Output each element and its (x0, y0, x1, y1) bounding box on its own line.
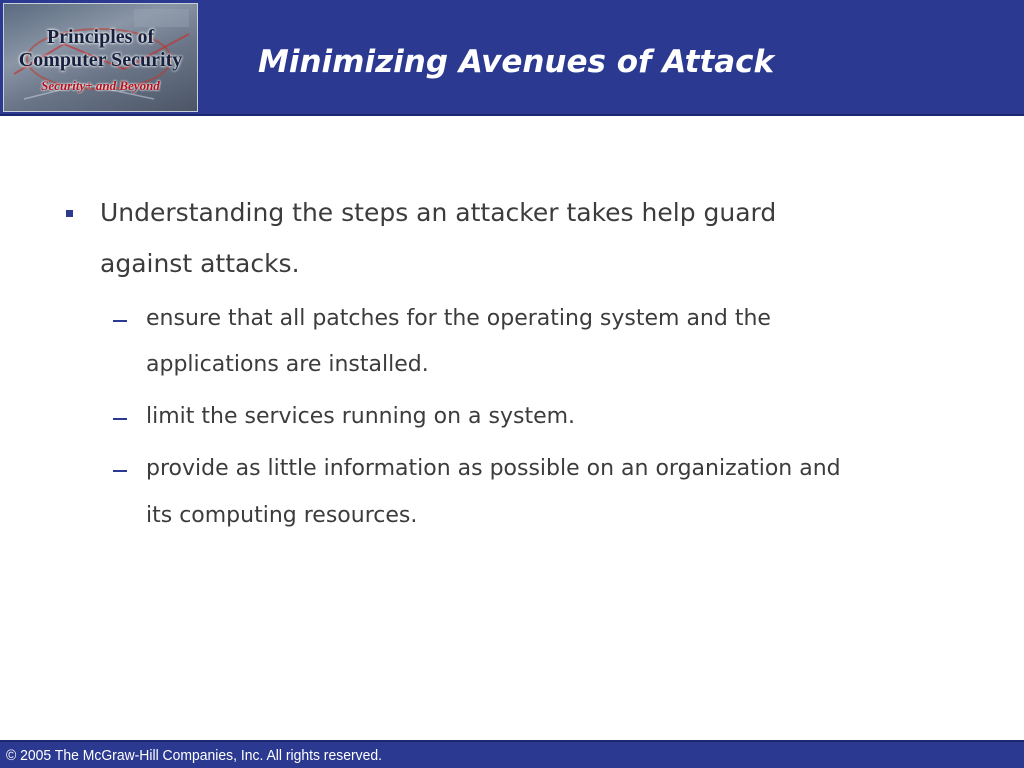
copyright-notice: © 2005 The McGraw-Hill Companies, Inc. All rights reserved. (6, 747, 382, 764)
sub-bullet-3-line-2: its computing resources. (146, 503, 418, 528)
book-logo (3, 3, 198, 112)
slide-title: Minimizing Avenues of Attack (258, 44, 775, 80)
sub-bullet-2-line-1: limit the services running on a system. (146, 404, 576, 429)
dash-bullet-icon (113, 470, 127, 472)
square-bullet-icon (66, 210, 73, 217)
dash-bullet-icon (113, 418, 127, 420)
sub-bullet-1-line-2: applications are installed. (146, 352, 429, 377)
bullet-text-1-line-1: Understanding the steps an attacker takes help guard (100, 198, 777, 227)
bullet-text-1-line-2: against attacks. (100, 249, 300, 278)
dash-bullet-icon (113, 320, 127, 322)
logo-line-2: Computer Security (18, 49, 183, 71)
slide-footer (0, 740, 1024, 768)
logo-line-3: Security+ and Beyond (41, 78, 160, 93)
sub-bullet-1-line-1: ensure that all patches for the operating system and the (146, 306, 771, 331)
logo-line-1: Principles of (46, 26, 155, 48)
slide-header (0, 0, 1024, 116)
sub-bullet-3-line-1: provide as little information as possible on an organization and (146, 456, 841, 481)
